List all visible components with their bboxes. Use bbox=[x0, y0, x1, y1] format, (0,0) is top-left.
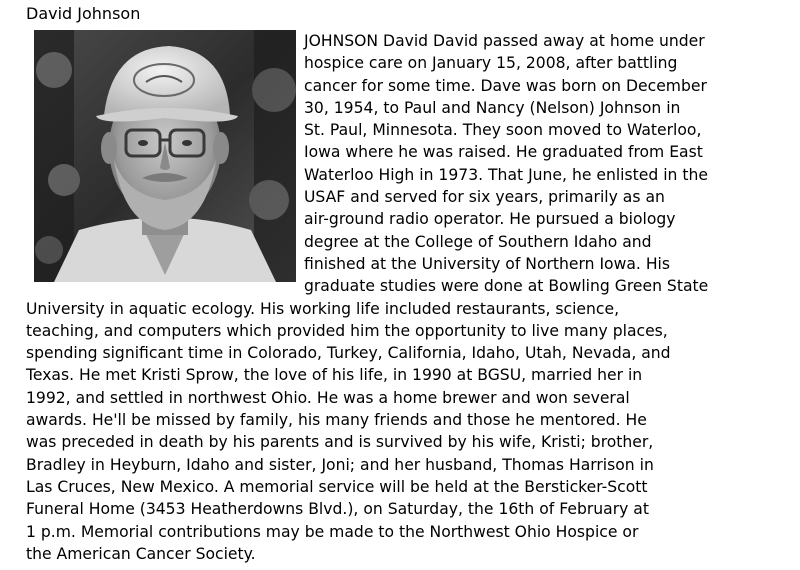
obituary-line: teaching, and computers which provided him the opportunity to live many places, bbox=[26, 321, 668, 340]
obituary-line: spending significant time in Colorado, Turkey, California, Idaho, Utah, Nevada, and bbox=[26, 344, 671, 363]
obituary-line: Waterloo High in 1973. That June, he enlisted in the bbox=[304, 165, 708, 184]
obituary-line: graduate studies were done at Bowling Green State bbox=[304, 277, 709, 296]
obituary-line: air-ground radio operator. He pursued a biology bbox=[304, 210, 676, 229]
obituary-line: Bradley in Heyburn, Idaho and sister, Joni; and her husband, Thomas Harrison in bbox=[26, 455, 654, 474]
obituary-body bbox=[26, 30, 794, 565]
obituary-line: Las Cruces, New Mexico. A memorial service will be held at the Bersticker-Scott bbox=[26, 477, 648, 496]
obituary-line: JOHNSON David David passed away at home under bbox=[304, 32, 705, 50]
portrait-photo bbox=[34, 30, 296, 282]
obituary-line: hospice care on January 15, 2008, after battling bbox=[304, 54, 678, 73]
obituary-line: degree at the College of Southern Idaho and bbox=[304, 232, 652, 251]
obituary-line: University in aquatic ecology. His working life included restaurants, science, bbox=[26, 299, 620, 318]
obituary-line: cancer for some time. Dave was born on December bbox=[304, 76, 707, 95]
obituary-line: 1 p.m. Memorial contributions may be made to the Northwest Ohio Hospice or bbox=[26, 522, 639, 541]
obituary-line: awards. He'll be missed by family, his many friends and those he mentored. He bbox=[26, 411, 647, 430]
obituary-line: was preceded in death by his parents and is survived by his wife, Kristi; brother, bbox=[26, 433, 654, 452]
obituary-line: Texas. He met Kristi Sprow, the love of his life, in 1990 at BGSU, married her in bbox=[26, 366, 643, 385]
obituary-line: USAF and served for six years, primarily as an bbox=[304, 188, 665, 207]
obituary-line: Iowa where he was raised. He graduated from East bbox=[304, 143, 703, 162]
obituary-line: 1992, and settled in northwest Ohio. He was a home brewer and won several bbox=[26, 388, 630, 407]
portrait-photo-icon bbox=[34, 30, 296, 282]
obituary-line: Funeral Home (3453 Heatherdowns Blvd.), on Saturday, the 16th of February at bbox=[26, 500, 649, 519]
deceased-name-heading: David Johnson bbox=[26, 4, 141, 23]
obituary-line: St. Paul, Minnesota. They soon moved to Waterloo, bbox=[304, 121, 702, 140]
obituary-line: 30, 1954, to Paul and Nancy (Nelson) Johnson in bbox=[304, 98, 681, 117]
obituary-line: finished at the University of Northern Iowa. His bbox=[304, 254, 671, 273]
obituary-page bbox=[26, 4, 794, 565]
obituary-line: the American Cancer Society. bbox=[26, 544, 256, 563]
